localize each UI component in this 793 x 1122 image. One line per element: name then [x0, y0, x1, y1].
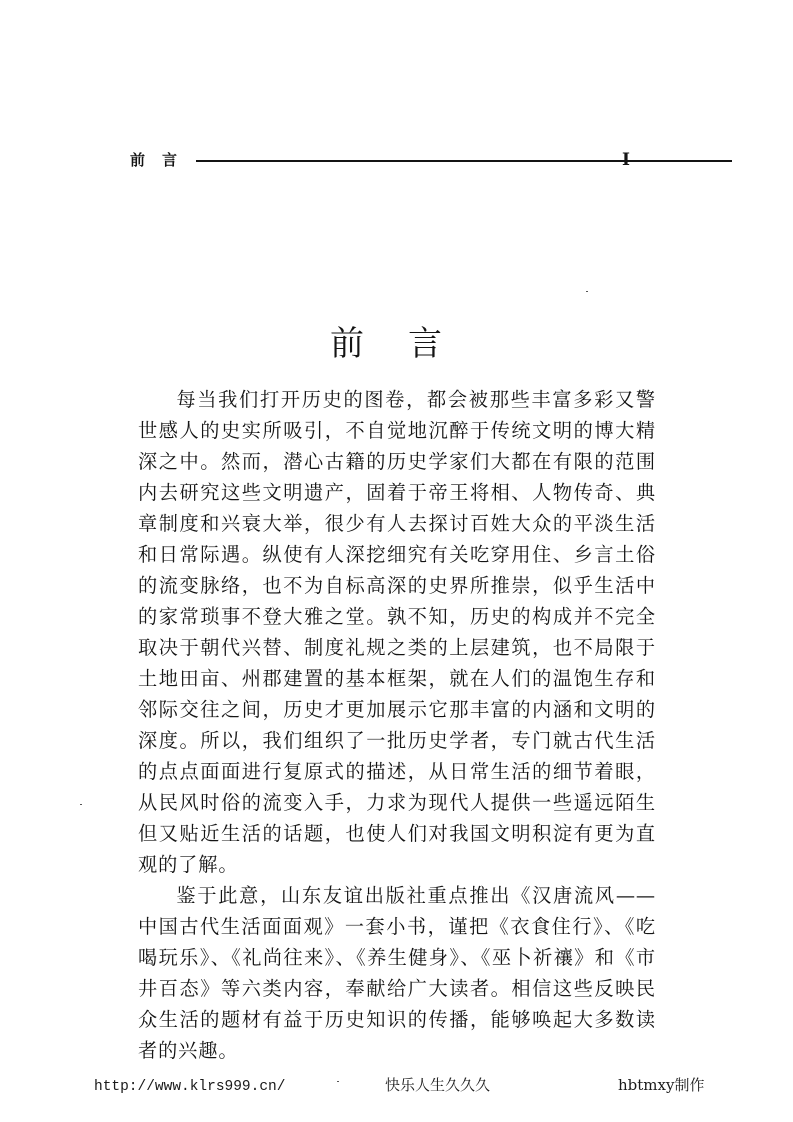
footer-credit: hbtmxy制作 — [618, 1076, 705, 1094]
body-text — [138, 384, 656, 1066]
footer-site-name: 快乐人生久久久 — [385, 1076, 491, 1094]
scan-speck — [586, 291, 588, 292]
scan-speck — [80, 804, 82, 805]
running-head-rule — [196, 160, 732, 162]
paragraph: 鉴于此意，山东友谊出版社重点推出《汉唐流风——中国古代生活面面观》一套小书，谨把《衣食住行》、《吃喝玩乐》、《礼尚往来》、《养生健身》、《巫卜祈禳》和《市井百态》等六类内容，奉献给广大读者。相信这些反映民众生活的题材有益于历史知识的传播，能够唤起大多数读者的兴趣。 — [138, 884, 656, 1062]
chapter-title: 前言 — [330, 324, 486, 364]
paragraph: 每当我们打开历史的图卷，都会被那些丰富多彩又警世感人的史实所吸引，不自觉地沉醉于传统文明的博大精深之中。然而，潜心古籍的历史学家们大都在有限的范围内去研究这些文明遗产，固着于帝王将相、人物传奇、典章制度和兴衰大举，很少有人去探讨百姓大众的平淡生活和日常际遇。纵使有人深挖细究有关吃穿用住、乡言土俗的流变脉络，也不为自标高深的史界所推崇，似乎生活中的家常琐事不登大雅之堂。孰不知，历史的构成并不完全取决于朝代兴替、制度礼规之类的上层建筑，也不局限于土地田亩、州郡建置的基本框架，就在人们的温饱生存和邻际交往之间，历史才更加展示它那丰富的内涵和文明的深度。所以，我们组织了一批历史学者，专门就古代生活的点点面面进行复原式的描述，从日常生活的细节着眼，从民风时俗的流变入手，力求为现代人提供一些遥远陌生但又贴近生活的话题，也使人们对我国文明积淀有更为直观的了解。 — [138, 388, 656, 876]
running-head-title: 前言 — [130, 151, 195, 169]
footer — [0, 1065, 793, 1095]
page-number: I — [622, 150, 630, 170]
running-head — [124, 148, 634, 172]
footer-url-link[interactable]: http://www.klrs999.cn/ — [94, 1079, 286, 1095]
